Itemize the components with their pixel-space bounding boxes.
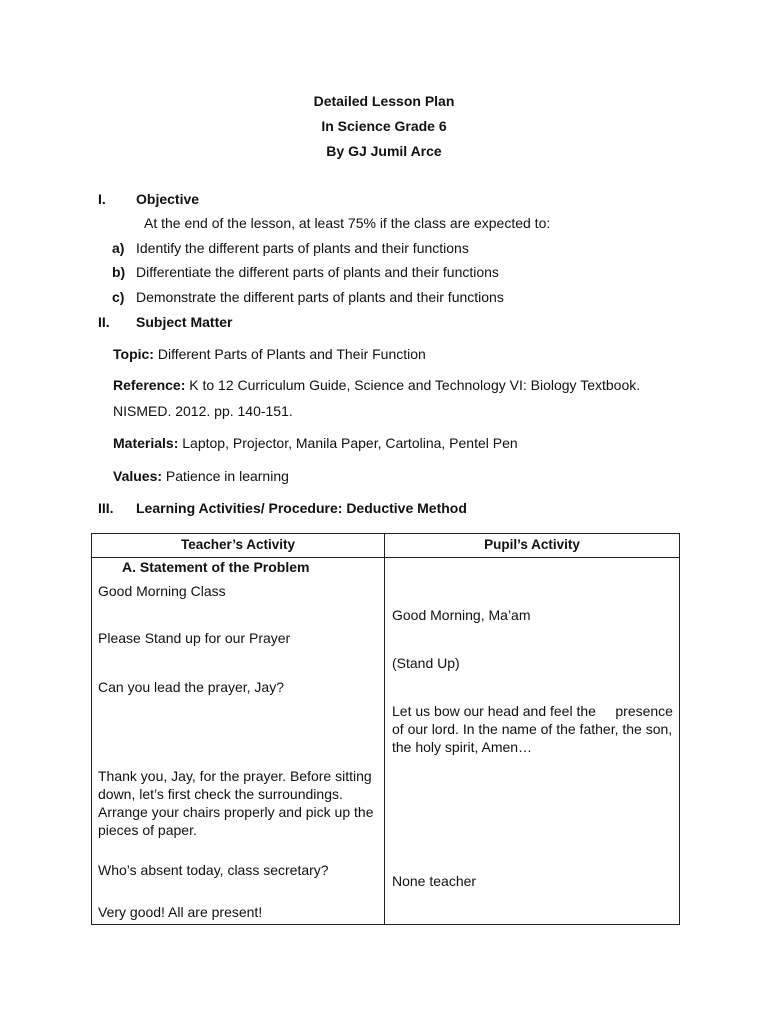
reference-continued: NISMED. 2012. pp. 140-151. — [113, 403, 293, 419]
activity-table — [91, 533, 680, 925]
values-line — [113, 468, 289, 485]
materials-line — [113, 435, 518, 452]
table-header-row — [92, 534, 680, 558]
pupil-line-prayer: Let us bow our head and feel the presence of our lord. In the name of the father, the son, the holy spirit, Amen… — [392, 703, 677, 755]
teacher-line-attendance: Who’s absent today, class secretary? — [98, 862, 329, 878]
teacher-activity-header: Teacher’s Activity — [92, 534, 385, 558]
teacher-line-praise: Very good! All are present! — [98, 904, 263, 920]
topic-label: Topic: — [113, 346, 154, 362]
values-label: Values: — [113, 468, 163, 484]
pupil-line-greeting: Good Morning, Ma’am — [392, 607, 531, 623]
pupil-line-stand: (Stand Up) — [392, 655, 460, 671]
section-2-title: Subject Matter — [136, 314, 233, 330]
reference-value: K to 12 Curriculum Guide, Science and Technology VI: Biology Textbook. — [189, 377, 641, 393]
topic-value: Different Parts of Plants and Their Function — [157, 346, 426, 362]
table-row — [92, 558, 680, 925]
reference-line — [113, 377, 640, 394]
objective-item-c: Demonstrate the different parts of plants and their functions — [136, 289, 504, 305]
objective-item-b: Differentiate the different parts of plants and their functions — [136, 264, 499, 280]
topic-line — [113, 346, 426, 363]
teacher-line-prayer: Please Stand up for our Prayer — [98, 630, 291, 646]
section-1-number: I. — [98, 191, 106, 207]
part-heading: A. Statement of the Problem — [122, 559, 310, 575]
pupil-activity-header: Pupil’s Activity — [385, 534, 680, 558]
section-3-number: III. — [98, 500, 114, 516]
objective-intro: At the end of the lesson, at least 75% if the class are expected to: — [144, 215, 551, 231]
objective-letter-a: a) — [112, 240, 125, 256]
section-3-title: Learning Activities/ Procedure: Deductive Method — [136, 500, 467, 516]
section-1-title: Objective — [136, 191, 200, 207]
objective-letter-b: b) — [112, 264, 126, 280]
pupil-activity-cell — [385, 558, 680, 925]
section-2-number: II. — [98, 314, 110, 330]
values-value: Patience in learning — [165, 468, 289, 484]
teacher-line-greeting: Good Morning Class — [98, 583, 226, 599]
teacher-line-thanks: Thank you, Jay, for the prayer. Before sitting down, let’s first check the surroundings. Arrange your chairs properly and pick up the pieces of paper. — [98, 768, 374, 838]
document-subtitle: In Science Grade 6 — [321, 118, 447, 134]
teacher-activity-cell — [92, 558, 385, 925]
document-author: By GJ Jumil Arce — [326, 143, 442, 159]
materials-value: Laptop, Projector, Manila Paper, Cartolina, Pentel Pen — [182, 435, 518, 451]
document-title: Detailed Lesson Plan — [313, 93, 455, 109]
reference-label: Reference: — [113, 377, 186, 393]
objective-letter-c: c) — [112, 289, 125, 305]
materials-label: Materials: — [113, 435, 179, 451]
pupil-line-none: None teacher — [392, 873, 477, 889]
objective-item-a: Identify the different parts of plants and their functions — [136, 240, 469, 256]
teacher-line-lead-prayer: Can you lead the prayer, Jay? — [98, 679, 285, 695]
